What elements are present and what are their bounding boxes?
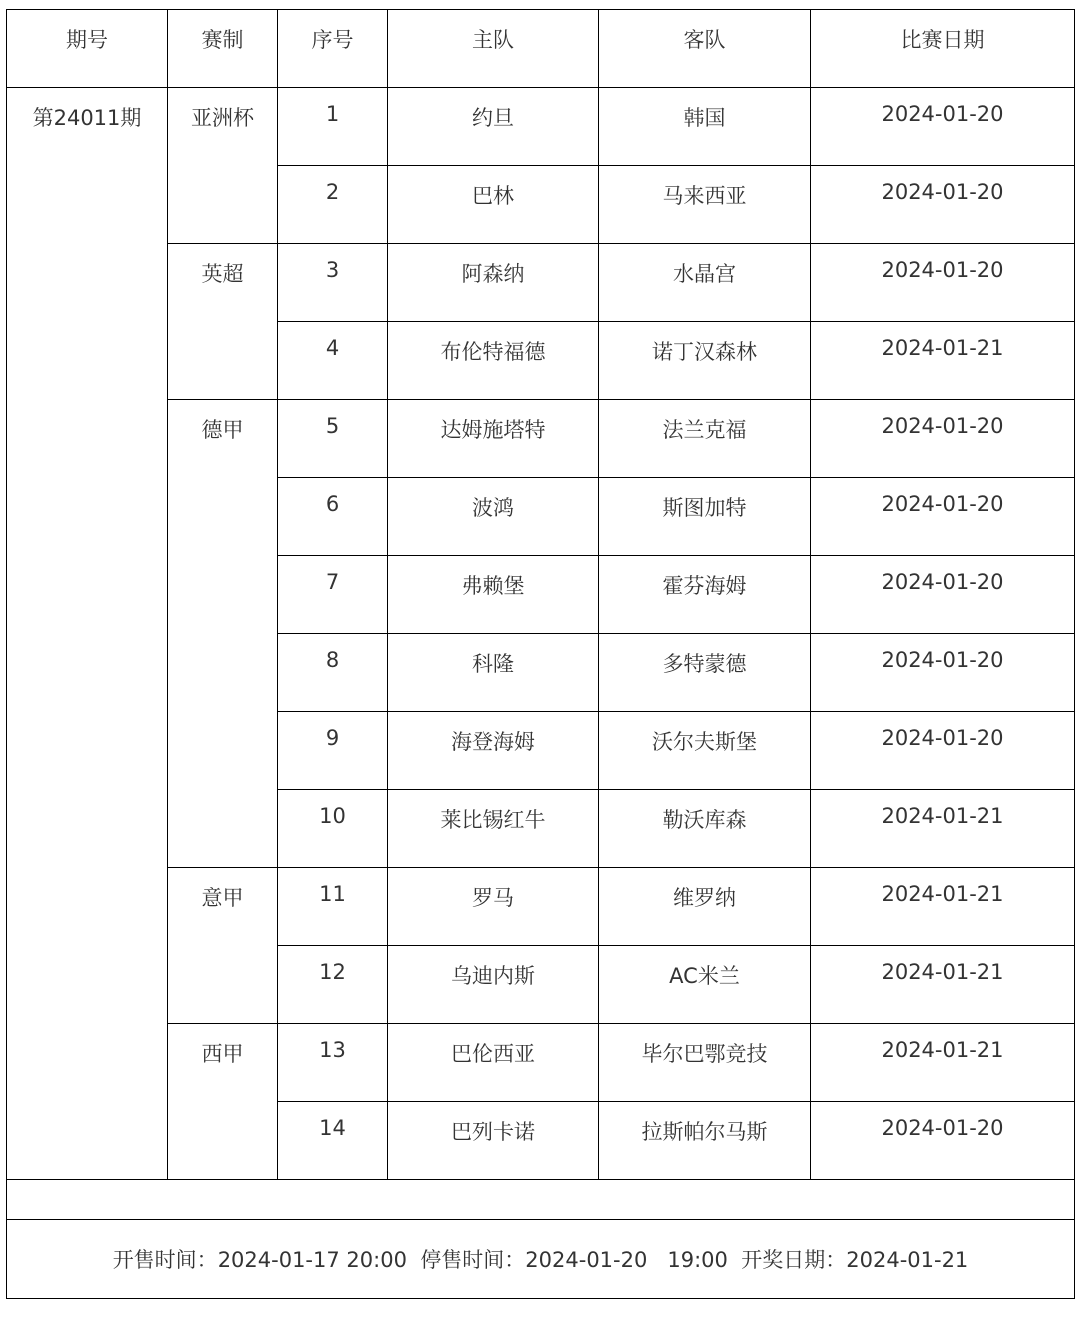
match-no: 11 xyxy=(278,868,388,946)
home-team: 巴林 xyxy=(388,166,599,244)
home-team: 巴伦西亚 xyxy=(388,1024,599,1102)
sale-start-label: 开售时间： xyxy=(112,1248,218,1272)
match-date: 2024-01-20 xyxy=(811,244,1075,322)
table-row xyxy=(7,400,1075,478)
league-name: 意甲 xyxy=(168,868,278,1024)
sale-stop-time: 2024-01-20 19:00 xyxy=(525,1248,728,1272)
match-no: 13 xyxy=(278,1024,388,1102)
match-date: 2024-01-21 xyxy=(811,790,1075,868)
footer-gap xyxy=(728,1248,741,1272)
home-team: 海登海姆 xyxy=(388,712,599,790)
home-team: 约旦 xyxy=(388,88,599,166)
match-date: 2024-01-20 xyxy=(811,634,1075,712)
away-team: 韩国 xyxy=(599,88,811,166)
home-team: 巴列卡诺 xyxy=(388,1102,599,1180)
away-team: 霍芬海姆 xyxy=(599,556,811,634)
match-no: 2 xyxy=(278,166,388,244)
match-date: 2024-01-20 xyxy=(811,478,1075,556)
away-team: 多特蒙德 xyxy=(599,634,811,712)
blank-cell xyxy=(7,1180,1075,1220)
home-team: 科隆 xyxy=(388,634,599,712)
sale-start-time: 2024-01-17 20:00 xyxy=(217,1248,407,1272)
away-team: 斯图加特 xyxy=(599,478,811,556)
footer-gap xyxy=(407,1248,420,1272)
away-team: 维罗纳 xyxy=(599,868,811,946)
match-no: 12 xyxy=(278,946,388,1024)
header-issue: 期号 xyxy=(7,10,168,88)
league-name: 英超 xyxy=(168,244,278,400)
table-row xyxy=(7,244,1075,322)
header-row xyxy=(7,10,1075,88)
sale-info-line xyxy=(7,1244,1074,1274)
sale-info-cell xyxy=(7,1220,1075,1299)
home-team: 弗赖堡 xyxy=(388,556,599,634)
home-team: 布伦特福德 xyxy=(388,322,599,400)
match-no: 7 xyxy=(278,556,388,634)
away-team: 毕尔巴鄂竞技 xyxy=(599,1024,811,1102)
match-no: 5 xyxy=(278,400,388,478)
table-row xyxy=(7,88,1075,166)
home-team: 乌迪内斯 xyxy=(388,946,599,1024)
match-no: 6 xyxy=(278,478,388,556)
sale-stop-label: 停售时间： xyxy=(420,1248,526,1272)
away-team: 马来西亚 xyxy=(599,166,811,244)
match-date: 2024-01-20 xyxy=(811,166,1075,244)
header-match-date: 比赛日期 xyxy=(811,10,1075,88)
home-team: 罗马 xyxy=(388,868,599,946)
issue-number: 第24011期 xyxy=(7,88,168,1180)
match-no: 3 xyxy=(278,244,388,322)
match-date: 2024-01-20 xyxy=(811,1102,1075,1180)
away-team: AC米兰 xyxy=(599,946,811,1024)
away-team: 拉斯帕尔马斯 xyxy=(599,1102,811,1180)
match-no: 9 xyxy=(278,712,388,790)
home-team: 达姆施塔特 xyxy=(388,400,599,478)
match-no: 14 xyxy=(278,1102,388,1180)
away-team: 法兰克福 xyxy=(599,400,811,478)
blank-row xyxy=(7,1180,1075,1220)
header-home-team: 主队 xyxy=(388,10,599,88)
match-date: 2024-01-21 xyxy=(811,946,1075,1024)
away-team: 水晶宫 xyxy=(599,244,811,322)
away-team: 沃尔夫斯堡 xyxy=(599,712,811,790)
sale-info-row xyxy=(7,1220,1075,1299)
home-team: 阿森纳 xyxy=(388,244,599,322)
match-date: 2024-01-21 xyxy=(811,868,1075,946)
league-name: 亚洲杯 xyxy=(168,88,278,244)
table-row xyxy=(7,868,1075,946)
match-date: 2024-01-20 xyxy=(811,556,1075,634)
match-no: 10 xyxy=(278,790,388,868)
away-team: 勒沃库森 xyxy=(599,790,811,868)
league-name: 德甲 xyxy=(168,400,278,868)
header-away-team: 客队 xyxy=(599,10,811,88)
table-body xyxy=(7,10,1075,1299)
match-date: 2024-01-20 xyxy=(811,712,1075,790)
match-no: 1 xyxy=(278,88,388,166)
table-row xyxy=(7,1024,1075,1102)
match-date: 2024-01-21 xyxy=(811,322,1075,400)
match-schedule-table xyxy=(6,9,1075,1299)
draw-date: 2024-01-21 xyxy=(846,1248,969,1272)
match-date: 2024-01-20 xyxy=(811,400,1075,478)
header-match-no: 序号 xyxy=(278,10,388,88)
match-no: 8 xyxy=(278,634,388,712)
match-date: 2024-01-20 xyxy=(811,88,1075,166)
home-team: 莱比锡红牛 xyxy=(388,790,599,868)
away-team: 诺丁汉森林 xyxy=(599,322,811,400)
league-name: 西甲 xyxy=(168,1024,278,1180)
match-date: 2024-01-21 xyxy=(811,1024,1075,1102)
home-team: 波鸿 xyxy=(388,478,599,556)
match-no: 4 xyxy=(278,322,388,400)
header-league: 赛制 xyxy=(168,10,278,88)
draw-date-label: 开奖日期： xyxy=(741,1248,847,1272)
